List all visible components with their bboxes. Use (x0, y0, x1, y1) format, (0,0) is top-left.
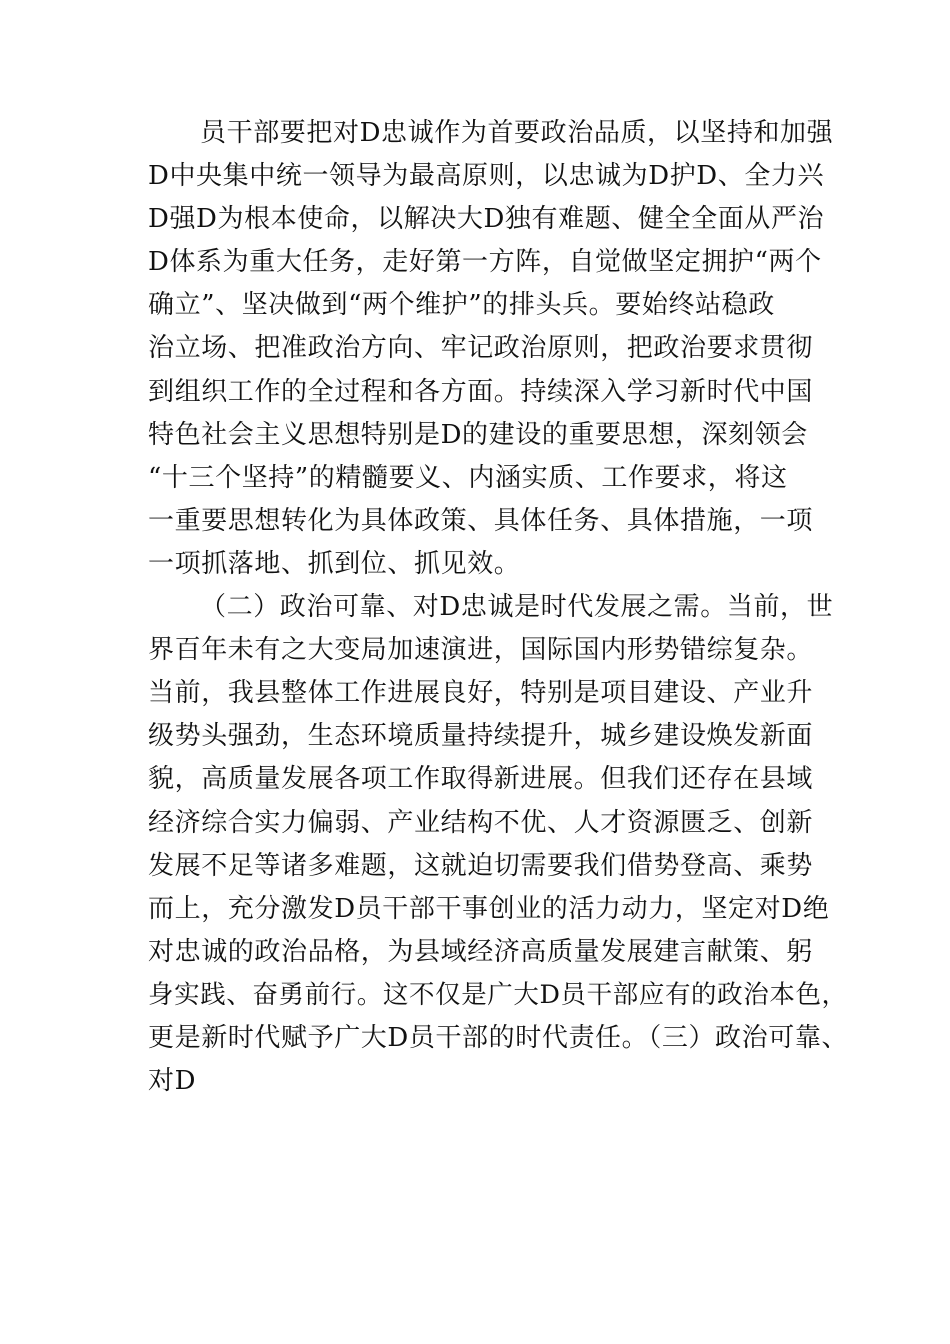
text-line: 员干部要把对D忠诚作为首要政治品质，以坚持和加强 (200, 118, 834, 148)
text-line: 到组织工作的全过程和各方面。持续深入学习新时代中国 (148, 376, 814, 407)
text-line: D体系为重大任务，走好第一方阵，自觉做坚定拥护“两个 (148, 247, 822, 278)
text-line: 经济综合实力偏弱、产业结构不优、人才资源匮乏、创新 (148, 807, 814, 838)
text-line: 特色社会主义思想特别是D的建设的重要思想，深刻领会 (148, 419, 808, 450)
text-line: D中央集中统一领导为最高原则，以忠诚为D护D、全力兴 (148, 161, 825, 192)
text-line: 身实践、奋勇前行。这不仅是广大D员干部应有的政治本色， (148, 979, 848, 1010)
text-line: 发展不足等诸多难题，这就迫切需要我们借势登高、乘势 (148, 850, 814, 881)
text-line: 级势头强劲，生态环境质量持续提升，城乡建设焕发新面 (148, 721, 814, 752)
text-line: （二）政治可靠、对D忠诚是时代发展之需。当前，世 (200, 592, 834, 623)
text-line: “十三个坚持”的精髓要义、内涵实质、工作要求，将这 (148, 462, 788, 493)
text-line: 治立场、把准政治方向、牢记政治原则，把政治要求贯彻 (148, 333, 814, 364)
body-text (148, 112, 848, 1103)
text-line: 界百年未有之大变局加速演进，国际国内形势错综复杂。 (148, 635, 814, 666)
text-line: 对忠诚的政治品格，为县域经济高质量发展建言献策、躬 (148, 936, 814, 967)
text-line: 对D (148, 1066, 197, 1097)
text-line: 一重要思想转化为具体政策、具体任务、具体措施，一项 (148, 505, 814, 536)
text-line: D强D为根本使命，以解决大D独有难题、健全全面从严治 (148, 204, 825, 235)
text-line: 而上，充分激发D员干部干事创业的活力动力，坚定对D绝 (148, 893, 830, 924)
text-line: 更是新时代赋予广大D员干部的时代责任。（三）政治可靠、 (148, 1022, 849, 1053)
text-line: 一项抓落地、抓到位、抓见效。 (148, 548, 521, 579)
text-line: 貌，高质量发展各项工作取得新进展。但我们还存在县域 (148, 764, 814, 795)
text-line: 确立”、坚决做到“两个维护”的排头兵。要始终站稳政 (148, 290, 775, 321)
text-line: 当前，我县整体工作进展良好，特别是项目建设、产业升 (148, 678, 814, 709)
